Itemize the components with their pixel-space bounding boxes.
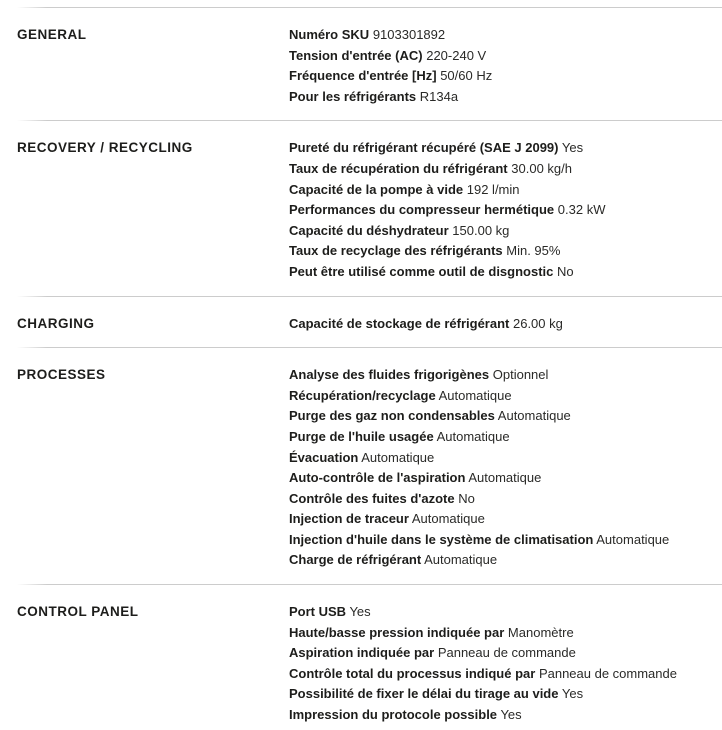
spec-label: Performances du compresseur hermétique — [289, 202, 555, 218]
spec-label: Aspiration indiquée par — [289, 645, 435, 661]
section-title-general: GENERAL — [17, 27, 87, 42]
section-title-control-panel: CONTROL PANEL — [17, 604, 139, 620]
spec-label: Purge des gaz non condensables — [289, 408, 495, 424]
spec-label: Peut être utilisé comme outil de disgnostic — [289, 263, 554, 279]
spec-label: Récupération/recyclage — [289, 387, 436, 403]
spec-row — [289, 87, 722, 108]
spec-rows-control-panel — [289, 602, 722, 726]
spec-row — [289, 406, 722, 427]
section-title-charging: CHARGING — [17, 315, 95, 331]
spec-row — [289, 365, 722, 386]
spec-label: Injection de traceur — [289, 511, 409, 527]
spec-value: Automatique — [424, 552, 498, 568]
spec-row — [289, 159, 722, 180]
spec-label: Port USB — [289, 604, 347, 620]
spec-value: Yes — [500, 707, 522, 723]
spec-label: Pour les réfrigérants — [289, 88, 417, 104]
spec-label: Évacuation — [289, 449, 359, 465]
spec-value: No — [458, 490, 475, 506]
spec-label: Capacité de la pompe à vide — [289, 181, 464, 197]
spec-value: No — [557, 263, 574, 279]
spec-rows-recovery — [289, 138, 722, 282]
spec-value: 30.00 kg/h — [511, 160, 572, 176]
spec-label: Taux de récupération du réfrigérant — [289, 160, 508, 176]
spec-row — [289, 664, 722, 685]
spec-row — [289, 623, 722, 644]
spec-row — [289, 241, 722, 262]
spec-value: Panneau de commande — [538, 665, 677, 681]
spec-label: Capacité du déshydrateur — [289, 222, 449, 238]
section-processes — [0, 347, 722, 584]
spec-row — [289, 138, 722, 159]
spec-row — [289, 530, 722, 551]
spec-value: 220-240 V — [426, 47, 487, 63]
spec-value: Optionnel — [492, 367, 549, 383]
spec-value: 150.00 kg — [452, 222, 510, 238]
spec-value: R134a — [419, 88, 459, 104]
spec-row — [289, 66, 722, 87]
section-recovery-recycling — [0, 120, 722, 295]
spec-value: 9103301892 — [372, 27, 446, 42]
spec-rows-charging — [289, 314, 722, 335]
spec-rows-general — [289, 25, 722, 107]
spec-value: Automatique — [436, 428, 510, 444]
spec-value: 192 l/min — [466, 181, 520, 197]
spec-label: Capacité de stockage de réfrigérant — [289, 315, 510, 331]
spec-value: Automatique — [497, 408, 571, 424]
spec-value: 0.32 kW — [557, 202, 606, 218]
spec-value: Yes — [561, 140, 584, 156]
spec-value: 26.00 kg — [512, 315, 563, 331]
spec-rows-processes — [289, 365, 722, 571]
spec-value: Yes — [561, 686, 584, 702]
spec-row — [289, 489, 722, 510]
spec-label: Auto-contrôle de l'aspiration — [289, 470, 466, 486]
spec-value: Automatique — [596, 531, 670, 547]
spec-row — [289, 25, 722, 46]
spec-label: Contrôle total du processus indiqué par — [289, 665, 536, 681]
section-title-processes: PROCESSES — [17, 367, 106, 383]
section-control-panel — [0, 584, 722, 726]
spec-value: Manomètre — [507, 624, 574, 640]
spec-row — [289, 684, 722, 705]
spec-value: Automatique — [438, 387, 512, 403]
spec-label: Haute/basse pression indiquée par — [289, 624, 505, 640]
spec-label: Purge de l'huile usagée — [289, 428, 434, 444]
spec-value: Automatique — [361, 449, 435, 465]
spec-label: Numéro SKU — [289, 27, 370, 42]
spec-label: Analyse des fluides frigorigènes — [289, 367, 490, 383]
spec-row — [289, 705, 722, 726]
spec-row — [289, 550, 722, 571]
spec-label: Possibilité de fixer le délai du tirage au vide — [289, 686, 559, 702]
spec-row — [289, 314, 722, 335]
spec-label: Taux de recyclage des réfrigérants — [289, 243, 503, 259]
spec-row — [289, 509, 722, 530]
section-charging — [0, 296, 722, 348]
spec-label: Tension d'entrée (AC) — [289, 47, 423, 63]
spec-row — [289, 200, 722, 221]
spec-value: 50/60 Hz — [440, 68, 493, 84]
spec-row — [289, 468, 722, 489]
spec-label: Charge de réfrigérant — [289, 552, 422, 568]
spec-row — [289, 448, 722, 469]
section-title-recovery-recycling: RECOVERY / RECYCLING — [17, 140, 193, 156]
spec-value: Panneau de commande — [437, 645, 576, 661]
spec-label: Injection d'huile dans le système de climatisation — [289, 531, 594, 547]
spec-row — [289, 262, 722, 283]
spec-label: Pureté du réfrigérant récupéré (SAE J 2099) — [289, 140, 559, 156]
spec-row — [289, 180, 722, 201]
spec-row — [289, 602, 722, 623]
spec-row — [289, 386, 722, 407]
spec-row — [289, 46, 722, 67]
spec-label: Contrôle des fuites d'azote — [289, 490, 455, 506]
spec-label: Fréquence d'entrée [Hz] — [289, 68, 437, 84]
spec-row — [289, 427, 722, 448]
spec-row — [289, 221, 722, 242]
spec-value: Min. 95% — [506, 243, 561, 259]
spec-value: Automatique — [468, 470, 542, 486]
spec-value: Automatique — [411, 511, 485, 527]
section-general — [0, 7, 722, 120]
spec-value: Yes — [349, 604, 371, 620]
spec-label: Impression du protocole possible — [289, 707, 498, 723]
spec-row — [289, 643, 722, 664]
